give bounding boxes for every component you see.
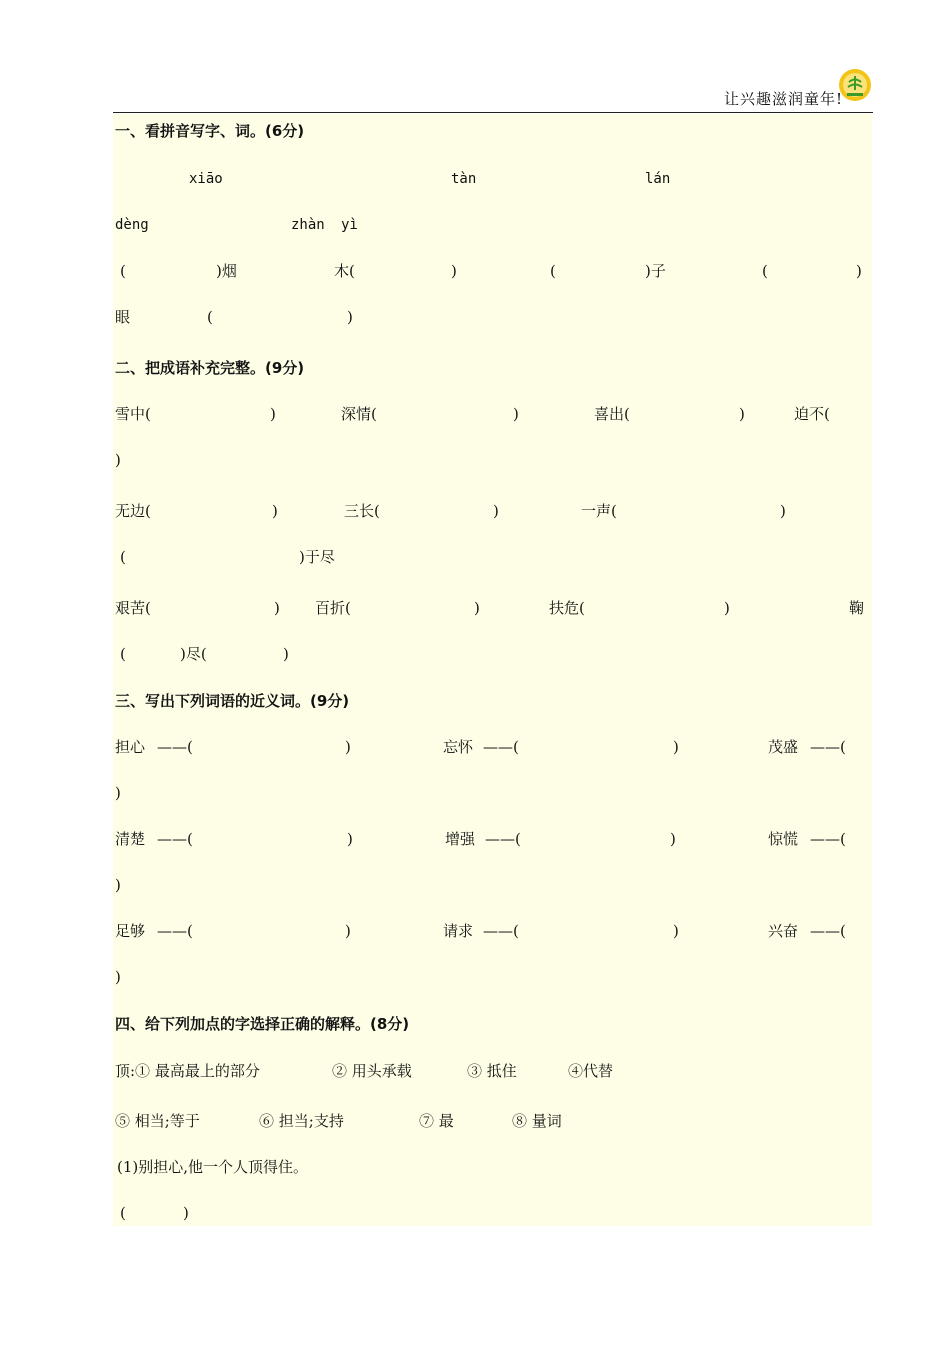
pinyin-yi: yì xyxy=(341,217,358,233)
section-3-title: 三、写出下列词语的近义词。(9分) xyxy=(115,692,350,710)
blank-close: ) xyxy=(780,502,786,520)
synonym-dash: ——( xyxy=(157,738,193,756)
blank-close: ) xyxy=(724,599,730,617)
definition-option: ④代替 xyxy=(568,1062,614,1080)
synonym-dash: ——( xyxy=(810,738,846,756)
idiom-prefix: 三长( xyxy=(344,502,380,520)
synonym-dash: ——( xyxy=(157,830,193,848)
definition-option: ⑦ 最 xyxy=(419,1112,454,1130)
blank-close: ) xyxy=(272,502,278,520)
blank-close-mid: )尽( xyxy=(180,645,207,663)
header-rule xyxy=(113,112,873,113)
blank-close: ) xyxy=(673,922,679,940)
definition-option: ⑤ 相当;等于 xyxy=(115,1112,200,1130)
synonym-word: 足够 xyxy=(115,922,146,940)
blank-open: ( xyxy=(120,645,126,663)
blank-close-suffix: )烟 xyxy=(216,262,237,280)
pinyin-deng: dèng xyxy=(115,217,149,233)
blank-close: ) xyxy=(115,876,121,894)
pinyin-lan: lán xyxy=(645,171,671,187)
blank-close: ) xyxy=(115,451,121,469)
blank-close: ) xyxy=(115,968,121,986)
blank-open: ( xyxy=(207,308,213,326)
section-2-title: 二、把成语补充完整。(9分) xyxy=(115,359,305,377)
synonym-word: 清楚 xyxy=(115,830,146,848)
definition-option: ③ 抵住 xyxy=(467,1062,517,1080)
idiom-prefix: 百折( xyxy=(315,599,351,617)
definition-option: ② 用头承载 xyxy=(332,1062,412,1080)
blank-open: ( xyxy=(550,262,556,280)
section-1-title: 一、看拼音写字、词。(6分) xyxy=(115,122,305,140)
blank-close: ) xyxy=(270,405,276,423)
idiom-prefix: 艰苦( xyxy=(115,599,151,617)
idiom-prefix: 迫不( xyxy=(794,405,830,423)
blank-prefix-open: 木( xyxy=(334,262,355,280)
synonym-dash: ——( xyxy=(483,922,519,940)
question-1: (1)别担心,他一个人顶得住。 xyxy=(117,1158,309,1176)
idiom-prefix: 雪中( xyxy=(115,405,151,423)
idiom-prefix: 喜出( xyxy=(594,405,630,423)
blank-close: ) xyxy=(274,599,280,617)
idiom-prefix: 无边( xyxy=(115,502,151,520)
definition-option: ⑥ 担当;支持 xyxy=(259,1112,344,1130)
synonym-word: 增强 xyxy=(445,830,476,848)
pinyin-zhan: zhàn xyxy=(291,217,325,233)
blank-close: ) xyxy=(283,645,289,663)
synonym-word: 担心 xyxy=(115,738,146,756)
blank-close-suffix: )于尽 xyxy=(299,548,335,566)
synonym-dash: ——( xyxy=(157,922,193,940)
blank-close: ) xyxy=(347,830,353,848)
blank-close: ) xyxy=(856,262,862,280)
section-4-title: 四、给下列加点的字选择正确的解释。(8分) xyxy=(115,1015,410,1033)
synonym-dash: ——( xyxy=(485,830,521,848)
word-fragment: 眼 xyxy=(115,308,131,326)
idiom-prefix: 鞠 xyxy=(849,599,865,617)
blank-close: ) xyxy=(493,502,499,520)
synonym-dash: ——( xyxy=(810,922,846,940)
blank-close: ) xyxy=(347,308,353,326)
school-logo xyxy=(838,68,872,102)
synonym-word: 请求 xyxy=(443,922,474,940)
synonym-dash: ——( xyxy=(810,830,846,848)
definition-option: ⑧ 量词 xyxy=(512,1112,562,1130)
worksheet-body xyxy=(113,114,872,1226)
blank-close-suffix: )子 xyxy=(645,262,666,280)
header-slogan: 让兴趣滋润童年! xyxy=(724,90,844,108)
synonym-word: 茂盛 xyxy=(768,738,799,756)
blank-open: ( xyxy=(120,548,126,566)
blank-close: ) xyxy=(115,784,121,802)
synonym-word: 惊慌 xyxy=(768,830,799,848)
blank-close: ) xyxy=(673,738,679,756)
blank-close: ) xyxy=(474,599,480,617)
synonym-word: 忘怀 xyxy=(443,738,474,756)
idiom-prefix: 深情( xyxy=(341,405,377,423)
blank-close: ) xyxy=(739,405,745,423)
blank-close: ) xyxy=(345,738,351,756)
blank-open: ( xyxy=(120,262,126,280)
blank-open: ( xyxy=(120,1204,126,1222)
idiom-prefix: 一声( xyxy=(581,502,617,520)
blank-close: ) xyxy=(183,1204,189,1222)
blank-close: ) xyxy=(345,922,351,940)
pinyin-xiao: xiāo xyxy=(189,171,223,187)
idiom-prefix: 扶危( xyxy=(549,599,585,617)
synonym-dash: ——( xyxy=(483,738,519,756)
blank-close: ) xyxy=(513,405,519,423)
synonym-word: 兴奋 xyxy=(768,922,799,940)
definition-option: 顶:① 最高最上的部分 xyxy=(115,1062,260,1080)
blank-close: ) xyxy=(670,830,676,848)
pinyin-tan: tàn xyxy=(451,171,477,187)
blank-close: ) xyxy=(451,262,457,280)
blank-open: ( xyxy=(762,262,768,280)
